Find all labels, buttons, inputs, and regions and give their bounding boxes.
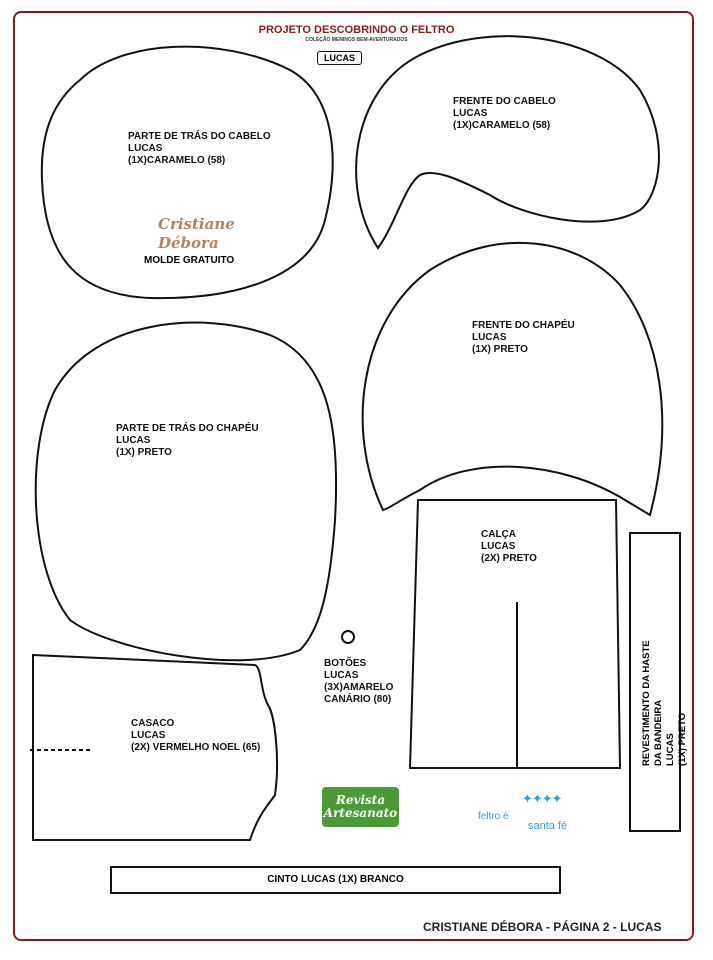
feltro-text: feltro é bbox=[478, 811, 509, 822]
revista-artesanato-logo: Revista Artesanato bbox=[322, 787, 399, 827]
santafe-stars-icon: ✦✦✦✦ bbox=[522, 791, 562, 806]
flag-pole-label: REVESTIMENTO DA HASTE DA BANDEIRA LUCAS (1X) PRETO bbox=[641, 640, 688, 766]
back-hat-label: PARTE DE TRÁS DO CHAPÉU LUCAS (1X) PRETO bbox=[116, 423, 259, 458]
page-subtitle: COLEÇÃO MENINOS BEM-AVENTURADOS bbox=[305, 37, 408, 43]
front-hat-shape bbox=[363, 243, 663, 515]
signature-line1: Cristiane bbox=[158, 215, 235, 233]
signature-line2: Débora bbox=[158, 234, 219, 252]
page-title: PROJETO DESCOBRINDO O FELTRO bbox=[258, 24, 455, 36]
name-tag: LUCAS bbox=[317, 51, 362, 65]
page-footer: CRISTIANE DÉBORA - PÁGINA 2 - LUCAS bbox=[423, 920, 662, 934]
pants-label: CALÇA LUCAS (2X) PRETO bbox=[481, 529, 537, 564]
front-hat-label: FRENTE DO CHAPÉU LUCAS (1X) PRETO bbox=[472, 320, 575, 355]
front-hair-label: FRENTE DO CABELO LUCAS (1X)CARAMELO (58) bbox=[453, 96, 556, 131]
back-hair-label: PARTE DE TRÁS DO CABELO LUCAS (1X)CARAMELO (58) bbox=[128, 131, 271, 166]
back-hat-shape bbox=[36, 323, 336, 661]
front-hair-shape bbox=[356, 36, 659, 248]
belt-piece: CINTO LUCAS (1X) BRANCO bbox=[110, 866, 561, 894]
jacket-label: CASACO LUCAS (2X) VERMELHO NOEL (65) bbox=[131, 718, 261, 753]
button-shape bbox=[342, 631, 354, 643]
santafe-text: santa fé bbox=[528, 820, 568, 832]
buttons-label: BOTÕES LUCAS (3X)AMARELO CANÁRIO (80) bbox=[324, 658, 394, 705]
free-pattern-label: MOLDE GRATUITO bbox=[144, 255, 235, 266]
